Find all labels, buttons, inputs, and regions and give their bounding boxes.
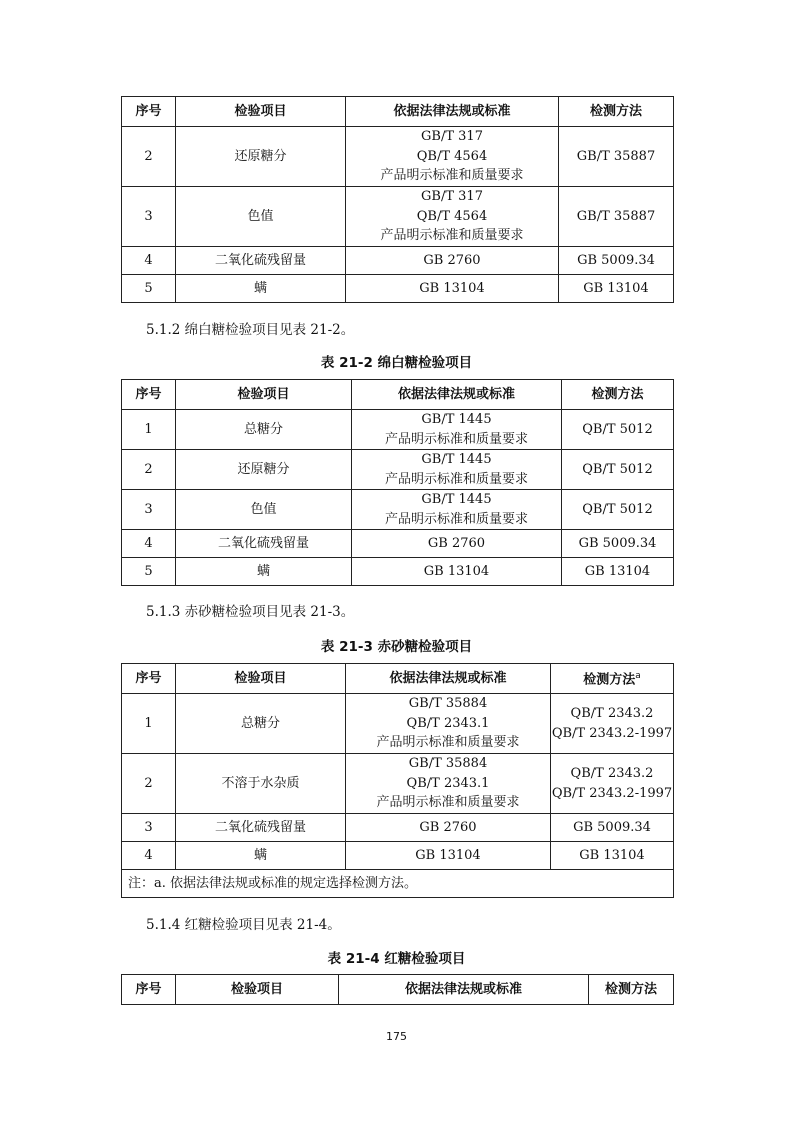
cell-item: 色值 <box>176 490 352 530</box>
cell-method-line: QB/T 2343.2 <box>570 706 654 721</box>
cell-method-line: QB/T 2343.2-1997 <box>551 725 673 741</box>
cell-no: 2 <box>122 127 176 187</box>
cell-basis <box>346 754 551 814</box>
cell-item: 色值 <box>176 187 346 247</box>
cell-basis-line: GB/T 317 <box>421 129 483 145</box>
footnote-marker: a <box>635 671 641 682</box>
cell-item: 总糖分 <box>176 410 352 450</box>
cell-basis-line: QB/T 4564 <box>416 208 488 224</box>
cell-method <box>559 127 674 187</box>
cell-method-line: GB 5009.34 <box>577 252 655 268</box>
cell-item: 二氧化硫残留量 <box>176 247 346 275</box>
cell-basis <box>346 187 559 247</box>
cell-basis <box>346 275 559 303</box>
cell-basis-line: QB/T 2343.1 <box>406 715 490 731</box>
table-header-row <box>122 380 674 410</box>
cell-basis-line: GB/T 1445 <box>421 452 492 467</box>
cell-basis-line: 产品明示标准和质量要求 <box>384 511 528 527</box>
table-note: 注：a. 依据法律法规或标准的规定选择检测方法。 <box>122 870 674 898</box>
cell-no: 2 <box>122 450 176 490</box>
cell-basis <box>346 694 551 754</box>
table-row <box>122 842 674 870</box>
header-item: 检验项目 <box>176 97 346 127</box>
cell-basis <box>346 247 559 275</box>
paragraph-5-1-2: 5.1.2 绵白糖检验项目见表 21-2。 <box>146 322 355 338</box>
cell-basis <box>346 842 551 870</box>
table-row <box>122 450 674 490</box>
cell-basis-line: GB/T 317 <box>421 189 483 205</box>
cell-basis <box>352 450 562 490</box>
table-row <box>122 754 674 814</box>
cell-basis <box>352 530 562 558</box>
table-note-row <box>122 870 674 898</box>
cell-method <box>551 694 674 754</box>
cell-basis-line: GB 13104 <box>415 847 481 863</box>
cell-basis-line: GB 13104 <box>419 280 485 296</box>
header-method <box>551 664 674 694</box>
cell-method-line: GB 13104 <box>584 563 651 579</box>
cell-method-line: QB/T 5012 <box>582 501 653 517</box>
header-item: 检验项目 <box>176 380 352 410</box>
cell-item: 螨 <box>176 275 346 303</box>
cell-basis-line: GB 2760 <box>423 252 481 268</box>
cell-no: 1 <box>122 694 176 754</box>
cell-method <box>551 814 674 842</box>
cell-basis-line: 产品明示标准和质量要求 <box>380 228 524 244</box>
cell-basis <box>352 558 562 586</box>
table-row <box>122 530 674 558</box>
cell-method-line: QB/T 5012 <box>582 421 653 437</box>
header-basis: 依据法律法规或标准 <box>339 975 589 1005</box>
cell-no: 4 <box>122 530 176 558</box>
cell-method <box>551 842 674 870</box>
header-item: 检验项目 <box>176 975 339 1005</box>
cell-basis-line: 产品明示标准和质量要求 <box>376 735 520 751</box>
table-row <box>122 410 674 450</box>
header-basis: 依据法律法规或标准 <box>352 380 562 410</box>
table-row <box>122 694 674 754</box>
cell-basis-line: GB 2760 <box>427 535 486 551</box>
table-caption-21-4: 表 21-4 红糖检验项目 <box>327 951 466 967</box>
cell-method <box>559 275 674 303</box>
cell-method <box>559 187 674 247</box>
cell-basis-line: GB/T 35884 <box>408 696 488 712</box>
page-number: 175 <box>386 1030 407 1043</box>
cell-no: 1 <box>122 410 176 450</box>
table-header-row <box>122 975 674 1005</box>
cell-method-line: GB 13104 <box>579 847 645 863</box>
cell-method-line: GB 5009.34 <box>578 535 657 551</box>
header-no: 序号 <box>122 380 176 410</box>
table-row <box>122 490 674 530</box>
cell-method-line: GB 13104 <box>583 280 649 296</box>
table-row <box>122 187 674 247</box>
table-caption-21-3: 表 21-3 赤砂糖检验项目 <box>320 639 473 655</box>
cell-method <box>562 450 674 490</box>
cell-no: 3 <box>122 187 176 247</box>
cell-basis-line: 产品明示标准和质量要求 <box>384 471 528 487</box>
cell-method-line: GB 5009.34 <box>573 819 651 835</box>
cell-basis <box>346 814 551 842</box>
cell-no: 5 <box>122 558 176 586</box>
header-method: 检测方法 <box>562 380 674 410</box>
cell-method-line: GB/T 35887 <box>576 208 656 224</box>
cell-basis-line: 产品明示标准和质量要求 <box>380 168 524 184</box>
cell-item: 还原糖分 <box>176 127 346 187</box>
table-caption-21-2: 表 21-2 绵白糖检验项目 <box>320 355 473 371</box>
cell-method <box>562 530 674 558</box>
cell-item: 二氧化硫残留量 <box>176 814 346 842</box>
cell-basis-line: 产品明示标准和质量要求 <box>376 795 520 811</box>
cell-method-line: QB/T 2343.2 <box>570 766 654 781</box>
table-row <box>122 275 674 303</box>
table-header-row <box>122 97 674 127</box>
header-item: 检验项目 <box>176 664 346 694</box>
header-method: 检测方法 <box>589 975 674 1005</box>
cell-method-line: GB/T 35887 <box>576 148 656 164</box>
table-21-2 <box>121 379 674 586</box>
cell-no: 4 <box>122 247 176 275</box>
cell-basis-line: QB/T 4564 <box>416 148 488 164</box>
table-row <box>122 247 674 275</box>
cell-item: 总糖分 <box>176 694 346 754</box>
cell-item: 不溶于水杂质 <box>176 754 346 814</box>
table-row <box>122 558 674 586</box>
cell-method-line: QB/T 5012 <box>582 461 653 477</box>
cell-method <box>559 247 674 275</box>
header-no: 序号 <box>122 664 176 694</box>
header-basis: 依据法律法规或标准 <box>346 97 559 127</box>
header-basis: 依据法律法规或标准 <box>346 664 551 694</box>
cell-no: 3 <box>122 814 176 842</box>
table-21-3 <box>121 663 674 898</box>
cell-item: 二氧化硫残留量 <box>176 530 352 558</box>
cell-method <box>562 558 674 586</box>
cell-no: 2 <box>122 754 176 814</box>
cell-item: 螨 <box>176 558 352 586</box>
cell-no: 4 <box>122 842 176 870</box>
cell-basis-line: GB 2760 <box>419 819 477 835</box>
table-row <box>122 814 674 842</box>
header-method-label: 检测方法 <box>583 672 636 688</box>
header-no: 序号 <box>122 97 176 127</box>
header-no: 序号 <box>122 975 176 1005</box>
cell-item: 螨 <box>176 842 346 870</box>
paragraph-5-1-4: 5.1.4 红糖检验项目见表 21-4。 <box>146 917 341 933</box>
cell-method-line: QB/T 2343.2-1997 <box>551 785 673 801</box>
cell-no: 5 <box>122 275 176 303</box>
header-method: 检测方法 <box>559 97 674 127</box>
cell-method <box>562 490 674 530</box>
cell-basis <box>346 127 559 187</box>
paragraph-5-1-3: 5.1.3 赤砂糖检验项目见表 21-3。 <box>146 604 355 620</box>
cell-basis-line: 产品明示标准和质量要求 <box>384 431 528 447</box>
cell-method <box>562 410 674 450</box>
cell-method <box>551 754 674 814</box>
cell-no: 3 <box>122 490 176 530</box>
table-row <box>122 127 674 187</box>
cell-basis <box>352 490 562 530</box>
cell-basis-line: GB/T 35884 <box>408 756 488 772</box>
table-21-1-continued <box>121 96 674 303</box>
cell-basis-line: GB/T 1445 <box>421 492 492 507</box>
table-header-row <box>122 664 674 694</box>
cell-basis-line: QB/T 2343.1 <box>406 775 490 791</box>
cell-basis-line: GB 13104 <box>423 563 490 579</box>
cell-basis-line: GB/T 1445 <box>421 412 492 427</box>
cell-item: 还原糖分 <box>176 450 352 490</box>
cell-basis <box>352 410 562 450</box>
table-21-4 <box>121 974 674 1005</box>
